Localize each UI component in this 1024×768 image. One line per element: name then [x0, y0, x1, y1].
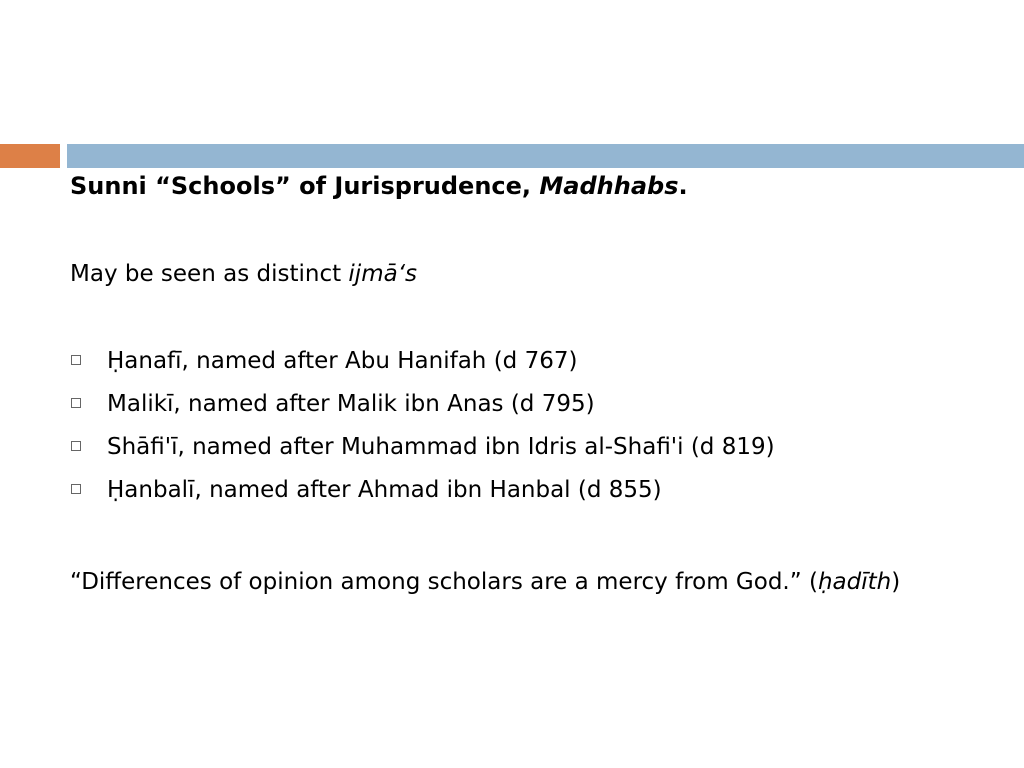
subline [70, 258, 417, 290]
list-item-text: Shāfi'ī, named after Muhammad ibn Idris al-Shafi'i (d 819) [107, 434, 775, 460]
heading-italic: Madhhabs [539, 172, 679, 200]
list-item-text: Ḥanafī, named after Abu Hanifah (d 767) [107, 348, 578, 374]
title-bar [67, 144, 1024, 168]
accent-bar [0, 144, 60, 168]
hadith-quote [70, 566, 987, 599]
subline-italic: ijmā‘s [348, 261, 417, 287]
square-bullet-icon [71, 484, 81, 494]
quote-italic: ḥadīth [817, 569, 892, 595]
list-item-text: Ḥanbalī, named after Ahmad ibn Hanbal (d 855) [107, 477, 662, 503]
slide-heading [70, 168, 688, 204]
subline-text: May be seen as distinct [70, 261, 349, 287]
quote-end: ) [891, 569, 901, 595]
quote-text: “Differences of opinion among scholars are a mercy from God.” ( [70, 569, 818, 595]
heading-end: . [678, 172, 688, 200]
square-bullet-icon [71, 398, 81, 408]
list-item-text: Malikī, named after Malik ibn Anas (d 795) [107, 391, 595, 417]
square-bullet-icon [71, 441, 81, 451]
square-bullet-icon [71, 355, 81, 365]
heading-text: Sunni “Schools” of Jurisprudence, [70, 172, 540, 200]
